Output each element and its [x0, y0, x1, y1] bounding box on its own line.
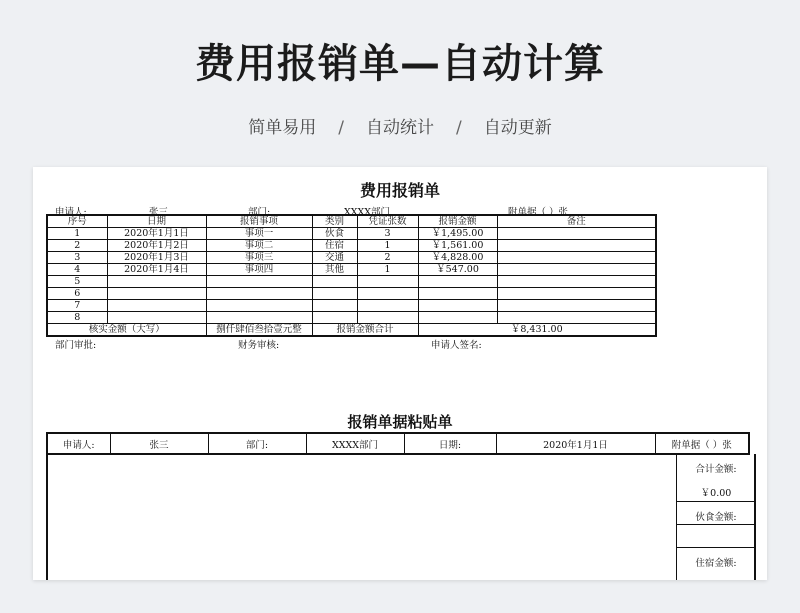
paste-applicant-label: 申请人:	[47, 433, 110, 454]
form-title: 费用报销单	[359, 181, 440, 200]
dept-approval-label: 部门审批:	[55, 340, 97, 351]
table-cell: 其他	[312, 264, 357, 276]
table-cell: 住宿	[312, 240, 357, 252]
table-cell	[107, 276, 206, 288]
table-cell	[418, 288, 497, 300]
table-cell	[497, 252, 656, 264]
table-cell	[357, 276, 418, 288]
table-cell: ￥4,828.00	[418, 252, 497, 264]
table-cell	[206, 300, 312, 312]
table-row	[47, 288, 656, 300]
table-cell: ￥1,561.00	[418, 240, 497, 252]
divider	[677, 501, 755, 502]
table-cell: 事项四	[206, 264, 312, 276]
table-cell: 交通	[312, 252, 357, 264]
table-cell	[497, 300, 656, 312]
table-cell: 1	[357, 240, 418, 252]
finance-review-label: 财务审核:	[238, 340, 280, 351]
total-row	[47, 324, 656, 337]
table-cell	[312, 288, 357, 300]
table-cell: 事项三	[206, 252, 312, 264]
divider	[677, 547, 755, 548]
table-cell: 1	[47, 228, 107, 240]
paste-form-title: 报销单据粘贴单	[347, 413, 453, 431]
table-cell: 5	[47, 276, 107, 288]
table-cell: 7	[47, 300, 107, 312]
paste-area	[46, 454, 756, 580]
col-header: 备注	[497, 215, 656, 228]
table-cell	[418, 276, 497, 288]
col-header: 类别	[312, 215, 357, 228]
table-cell	[206, 288, 312, 300]
attach-label: 附单据（ ）张	[508, 207, 569, 218]
subtitle-separator: /	[338, 118, 344, 138]
col-header: 报销金额	[418, 215, 497, 228]
table-cell: 2020年1月3日	[107, 252, 206, 264]
table-cell	[418, 312, 497, 324]
paste-applicant-value: 张三	[110, 433, 208, 454]
paste-header-table	[46, 432, 750, 455]
table-cell	[497, 240, 656, 252]
table-cell: 2	[47, 240, 107, 252]
table-cell	[206, 312, 312, 324]
sum-label: 合计金额:	[695, 464, 737, 475]
total-label: 报销金额合计	[312, 324, 418, 337]
subtitle-item-3: 自动更新	[483, 118, 552, 138]
table-cell: 2	[357, 252, 418, 264]
table-cell	[357, 288, 418, 300]
spreadsheet-preview	[33, 167, 767, 580]
expense-table	[46, 214, 657, 337]
applicant-signature-label: 申请人签名:	[431, 340, 482, 351]
subtitle-separator: /	[456, 118, 462, 138]
table-cell	[312, 276, 357, 288]
paste-dept-label: 部门:	[208, 433, 306, 454]
lodging-label: 住宿金额:	[695, 558, 737, 569]
table-cell	[497, 276, 656, 288]
table-cell: 2020年1月1日	[107, 228, 206, 240]
dept-value: XXXX部门	[344, 207, 391, 218]
table-cell: 8	[47, 312, 107, 324]
table-cell: 1	[357, 264, 418, 276]
table-cell: 事项一	[206, 228, 312, 240]
table-row	[47, 240, 656, 252]
table-cell: 6	[47, 288, 107, 300]
table-cell	[206, 276, 312, 288]
divider	[677, 524, 755, 525]
table-cell	[497, 228, 656, 240]
table-cell: ￥1,495.00	[418, 228, 497, 240]
table-cell	[357, 300, 418, 312]
col-header: 序号	[47, 215, 107, 228]
food-label: 伙食金额:	[695, 512, 737, 523]
paste-attach-label: 附单据（ ）张	[655, 433, 749, 454]
table-cell	[312, 312, 357, 324]
total-value: ￥8,431.00	[418, 324, 656, 337]
table-row	[47, 252, 656, 264]
table-row	[47, 300, 656, 312]
applicant-label: 申请人:	[55, 207, 87, 218]
table-cell	[107, 312, 206, 324]
table-cell: 3	[357, 228, 418, 240]
col-header: 日期	[107, 215, 206, 228]
paste-header-row	[47, 433, 749, 454]
table-cell	[497, 288, 656, 300]
paste-date-value: 2020年1月1日	[496, 433, 655, 454]
table-cell	[357, 312, 418, 324]
table-cell: 4	[47, 264, 107, 276]
subtitle-item-1: 简单易用	[248, 118, 317, 138]
total-upper-label: 核实金额（大写）	[47, 324, 206, 337]
table-row	[47, 276, 656, 288]
paste-date-label: 日期:	[404, 433, 496, 454]
subtitle	[0, 113, 800, 138]
subtitle-item-2: 自动统计	[366, 118, 434, 138]
table-cell: 2020年1月2日	[107, 240, 206, 252]
sum-value: ￥0.00	[700, 488, 732, 499]
dept-label: 部门:	[248, 207, 271, 218]
table-row	[47, 264, 656, 276]
table-cell	[107, 288, 206, 300]
col-header: 凭证张数	[357, 215, 418, 228]
total-upper-value: 捌仟肆佰叁拾壹元整	[206, 324, 312, 337]
table-cell: 事项二	[206, 240, 312, 252]
table-cell: ￥547.00	[418, 264, 497, 276]
applicant-value: 张三	[149, 207, 169, 218]
table-cell: 伙食	[312, 228, 357, 240]
table-row	[47, 312, 656, 324]
table-cell	[418, 300, 497, 312]
table-cell	[497, 264, 656, 276]
paste-dept-value: XXXX部门	[306, 433, 404, 454]
table-cell	[312, 300, 357, 312]
table-cell	[107, 300, 206, 312]
table-cell: 3	[47, 252, 107, 264]
table-row	[47, 228, 656, 240]
table-header-row	[47, 215, 656, 228]
col-header: 报销事项	[206, 215, 312, 228]
table-cell: 2020年1月4日	[107, 264, 206, 276]
amount-sidebar	[676, 454, 755, 580]
table-cell	[497, 312, 656, 324]
page-title: 费用报销单—自动计算	[195, 41, 605, 87]
